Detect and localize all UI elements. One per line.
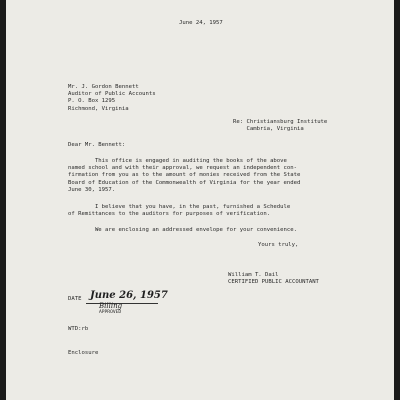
signer-title: CERTIFIED PUBLIC ACCOUNTANT [228,279,319,286]
recipient-address [68,84,156,113]
handwritten-date: June 26, 1957 [90,290,168,301]
closing: Yours truly, [258,242,299,248]
body-paragraph-2 [68,204,290,218]
reference-initials: WTD:rb [68,326,89,332]
paragraph-line: June 30, 1957. [68,186,116,193]
recipient-line: Mr. J. Gordon Bennett [68,84,139,90]
approved-label: APPROVED [99,310,122,315]
salutation: Dear Mr. Bennett: [68,142,126,148]
enclosure-note: Enclosure [68,350,99,356]
signature-block [228,272,319,286]
paragraph-line: This office is engaged in auditing the books of the above [68,158,287,164]
paragraph-line: firmation from you as to the amount of monies received from the State [68,172,301,179]
letter-page [6,0,394,400]
handwritten-signature: Billing [99,302,123,310]
body-paragraph-3: We are enclosing an addressed envelope for your convenience. [68,227,298,233]
paragraph-line: Board of Education of the Commonwealth of Virginia for the year ended [68,179,301,186]
re-line: Cambria, Virginia [233,126,304,133]
recipient-line: Richmond, Virginia [68,105,129,112]
body-paragraph-1 [68,158,300,194]
recipient-line: Auditor of Public Accounts [68,91,156,98]
recipient-line: P. O. Box 1295 [68,98,116,105]
subject-reference [233,119,327,133]
letter-date: June 24, 1957 [179,20,223,26]
paragraph-line: I believe that you have, in the past, furnished a Schedule [68,204,291,210]
date-label: DATE [68,296,82,302]
re-line: Re: Christiansburg Institute [233,119,328,125]
paragraph-line: of Remittances to the auditors for purposes of verification. [68,211,271,218]
signer-name: William T. Dail [228,272,279,278]
paragraph-line: named school and with their approval, we request an independent con- [68,165,298,172]
